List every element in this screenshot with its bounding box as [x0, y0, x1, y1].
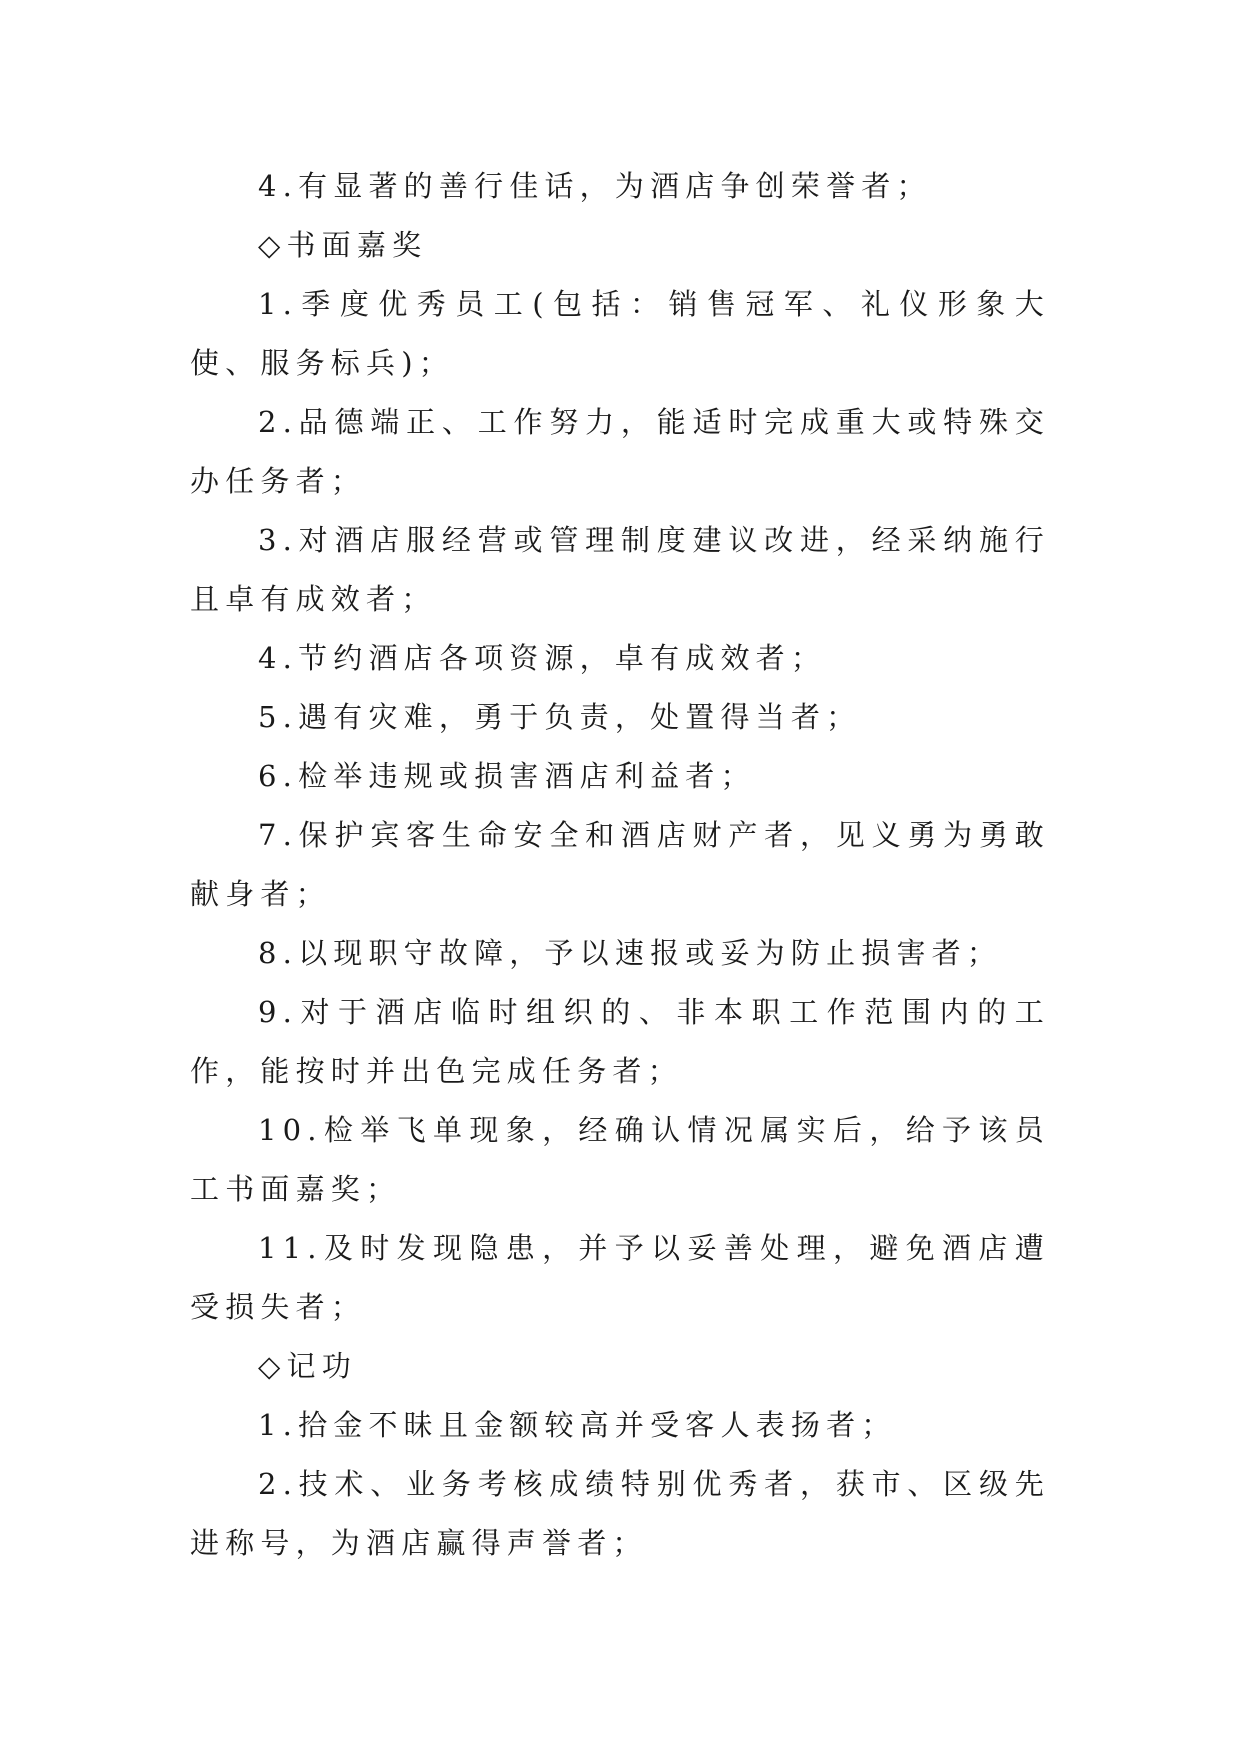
list-item: 2.品德端正、工作努力，能适时完成重大或特殊交办任务者； — [190, 405, 1050, 498]
list-item: 3.对酒店服经营或管理制度建议改进，经采纳施行且卓有成效者； — [190, 523, 1050, 616]
list-item: 11.及时发现隐患，并予以妥善处理，避免酒店遭受损失者； — [190, 1231, 1050, 1324]
list-item: 9.对于酒店临时组织的、非本职工作范围内的工作，能按时并出色完成任务者； — [190, 995, 1050, 1088]
list-item: 6.检举违规或损害酒店利益者； — [258, 759, 756, 793]
list-item: 2.技术、业务考核成绩特别优秀者，获市、区级先进称号，为酒店赢得声誉者； — [190, 1467, 1050, 1560]
list-item: 8.以现职守故障，予以速报或妥为防止损害者； — [258, 936, 1003, 970]
list-item: 7.保护宾客生命安全和酒店财产者，见义勇为勇敢献身者； — [190, 818, 1050, 911]
list-item: 5.遇有灾难，勇于负责，处置得当者； — [258, 700, 862, 734]
section-heading: ◇书面嘉奖 — [258, 228, 428, 262]
list-item: 4.有显著的善行佳话，为酒店争创荣誉者； — [258, 169, 932, 203]
document-body — [190, 157, 1050, 1573]
list-item: 1.拾金不昧且金额较高并受客人表扬者； — [258, 1408, 897, 1442]
list-item: 4.节约酒店各项资源，卓有成效者； — [258, 641, 827, 675]
list-item: 10.检举飞单现象，经确认情况属实后，给予该员工书面嘉奖； — [190, 1113, 1050, 1206]
section-heading: ◇记功 — [258, 1349, 357, 1383]
list-item: 1.季度优秀员工(包括：销售冠军、礼仪形象大使、服务标兵)； — [190, 287, 1050, 380]
